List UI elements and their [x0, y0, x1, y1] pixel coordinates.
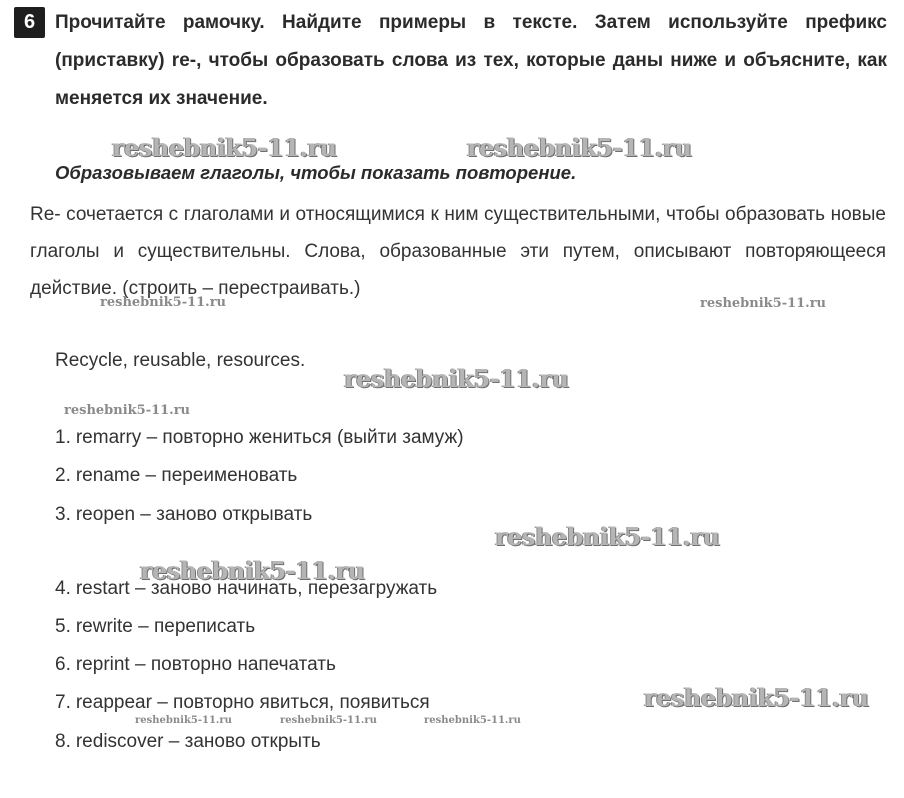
- list-item: [55, 502, 312, 528]
- watermark: reshebnik5-11.ru: [64, 403, 191, 418]
- watermark: reshebnik5-11.ru: [424, 715, 521, 726]
- list-item: [55, 652, 336, 678]
- item-number: 3.: [55, 504, 71, 525]
- item-text: reprint – повторно напечатать: [75, 654, 336, 675]
- item-number: 1.: [55, 427, 71, 448]
- item-number: 4.: [55, 578, 71, 599]
- watermark: reshebnik5-11.ru: [280, 715, 377, 726]
- section-subheading: Образовываем глаголы, чтобы показать повторение.: [55, 162, 577, 183]
- watermark: reshebnik5-11.ru: [100, 295, 227, 310]
- list-item: [55, 614, 255, 640]
- watermark: reshebnik5-11.ru: [644, 683, 869, 712]
- watermark: reshebnik5-11.ru: [467, 133, 692, 162]
- examples-line: Recycle, reusable, resources.: [55, 350, 306, 371]
- watermark: reshebnik5-11.ru: [112, 133, 337, 162]
- list-item: [55, 729, 321, 755]
- item-text: remarry – повторно жениться (выйти замуж): [75, 427, 464, 448]
- item-text: reappear – повторно явиться, появиться: [75, 692, 430, 713]
- watermark: reshebnik5-11.ru: [700, 296, 827, 311]
- item-number: 8.: [55, 731, 71, 752]
- watermark: reshebnik5-11.ru: [140, 556, 365, 585]
- list-item: [55, 463, 297, 489]
- item-text: rediscover – заново открыть: [75, 731, 321, 752]
- watermark: reshebnik5-11.ru: [135, 715, 232, 726]
- task-instruction: Прочитайте рамочку. Найдите примеры в тексте. Затем используйте префикс (приставку) re-, чтобы образовать слова из тех, которые даны ниже и объясните, как меняется их значение.: [55, 12, 887, 109]
- item-number: 7.: [55, 692, 71, 713]
- list-item: [55, 690, 430, 716]
- item-text: rewrite – переписать: [75, 616, 256, 637]
- task-number-badge: 6: [14, 7, 45, 38]
- item-text: reopen – заново открывать: [75, 504, 313, 525]
- watermark: reshebnik5-11.ru: [344, 364, 569, 393]
- item-text: restart – заново начинать, перезагружать: [75, 578, 438, 599]
- item-number: 6.: [55, 654, 71, 675]
- item-number: 5.: [55, 616, 71, 637]
- rule-paragraph: Re- сочетается с глаголами и относящимися к ним существительными, чтобы образовать новые глаголы и существительны. Слова, образованные эти путем, описывают повторяющееся действие. (строить – перестраивать.): [30, 204, 886, 299]
- list-item: [55, 425, 464, 451]
- item-number: 2.: [55, 465, 71, 486]
- watermark: reshebnik5-11.ru: [495, 522, 720, 551]
- item-text: rename – переименовать: [75, 465, 298, 486]
